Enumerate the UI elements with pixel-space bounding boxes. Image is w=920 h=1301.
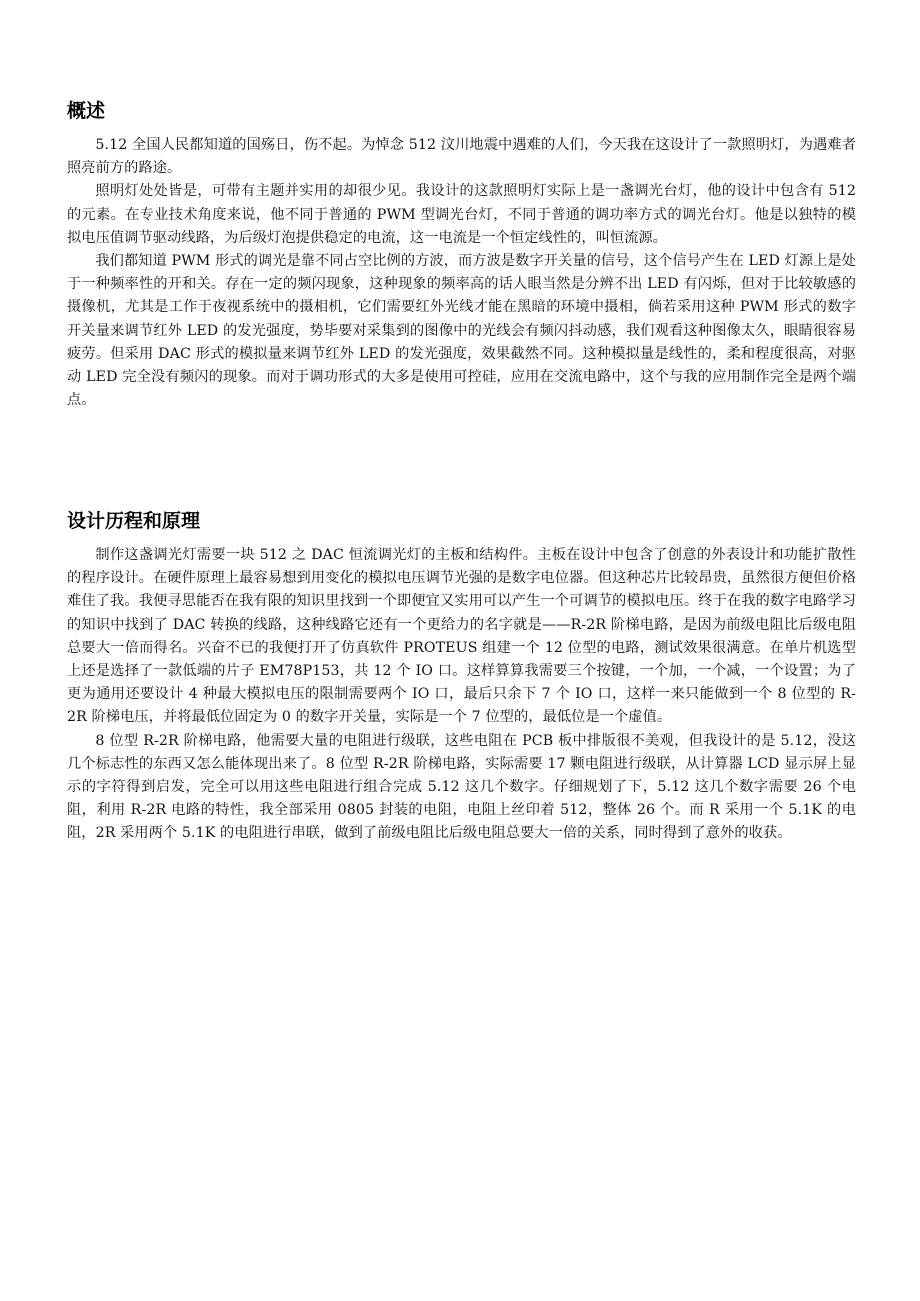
paragraph: 制作这盏调光灯需要一块 512 之 DAC 恒流调光灯的主板和结构件。主板在设计中包含了创意的外表设计和功能扩散性的程序设计。在硬件原理上最容易想到用变化的模拟电压调节光强的是数字电位器。但这种芯片比较昂贵，虽然很方便但价格难住了我。我便寻思能否在我有限的知识里找到一个即便宜又实用可以产生一个可调节的模拟电压。终于在我的数字电路学习的知识中找到了 DAC 转换的线路，这种线路它还有一个更给力的名字就是——R-2R 阶梯电路，是因为前级电阻比后级电阻总要大一倍而得名。兴奋不已的我便打开了仿真软件 PROTEUS 组建一个 12 位型的电路，测试效果很满意。在单片机选型上还是选择了一款低端的片子 EM78P153，共 12 个 IO 口。这样算算我需要三个按键，一个加，一个减，一个设置；为了更为通用还要设计 4 种最大模拟电压的限制需要两个 IO 口，最后只余下 7 个 IO 口，这样一来只能做到一个 8 位型的 R-2R 阶梯电压，并将最低位固定为 0 的数字开关量，实际是一个 7 位型的，最低位是一个虚值。 [67, 547, 856, 726]
section-heading-design-principle: 设计历程和原理 [67, 510, 201, 532]
section-heading-overview: 概述 [67, 100, 106, 122]
paragraph: 照明灯处处皆是，可带有主题并实用的却很少见。我设计的这款照明灯实际上是一盏调光台灯，他的设计中包含有 512 的元素。在专业技术角度来说，他不同于普通的 PWM 型调光台灯，不同于普通的调功率方式的调光台灯。他是以独特的模拟电压值调节驱动线路，为后级灯泡提供稳定的电流，这一电流是一个恒定线性的，叫恒流源。 [67, 183, 856, 246]
section-overview [67, 96, 856, 412]
paragraph: 5.12 全国人民都知道的国殇日，伤不起。为悼念 512 汶川地震中遇难的人们，今天我在这设计了一款照明灯，为遇难者照亮前方的路途。 [67, 137, 856, 177]
paragraph: 8 位型 R-2R 阶梯电路，他需要大量的电阻进行级联，这些电阻在 PCB 板中排版很不美观，但我设计的是 5.12，没这几个标志性的东西又怎么能体现出来了。8 位型 R-2R 阶梯电路，实际需要 17 颗电阻进行级联，从计算器 LCD 显示屏上显示的字符得到启发，完全可以用这些电阻进行组合完成 5.12 这几个数字。仔细规划了下，5.12 这几个数字需要 26 个电阻，利用 R-2R 电路的特性，我全部采用 0805 封装的电阻，电阻上丝印着 512，整体 26 个。而 R 采用一个 5.1K 的电阻，2R 采用两个 5.1K 的电阻进行串联，做到了前级电阻比后级电阻总要大一倍的关系，同时得到了意外的收获。 [67, 732, 856, 842]
section-design-principle [67, 506, 856, 846]
paragraph: 我们都知道 PWM 形式的调光是靠不同占空比例的方波，而方波是数字开关量的信号，这个信号产生在 LED 灯源上是处于一种频率性的开和关。存在一定的频闪现象，这种现象的频率高的话人眼当然是分辨不出 LED 有闪烁，但对于比较敏感的摄像机，尤其是工作于夜视系统中的摄相机，它们需要红外光线才能在黑暗的环境中摄相，倘若采用这种 PWM 形式的数字开关量来调节红外 LED 的发光强度，势毕要对采集到的图像中的光线会有频闪抖动感，我们观看这种图像太久，眼睛很容易疲劳。但采用 DAC 形式的模拟量来调节红外 LED 的发光强度，效果截然不同。这种模拟量是线性的，柔和程度很高，对驱动 LED 完全没有频闪的现象。而对于调功形式的大多是使用可控硅，应用在交流电路中，这个与我的应用制作完全是两个端点。 [67, 253, 856, 409]
